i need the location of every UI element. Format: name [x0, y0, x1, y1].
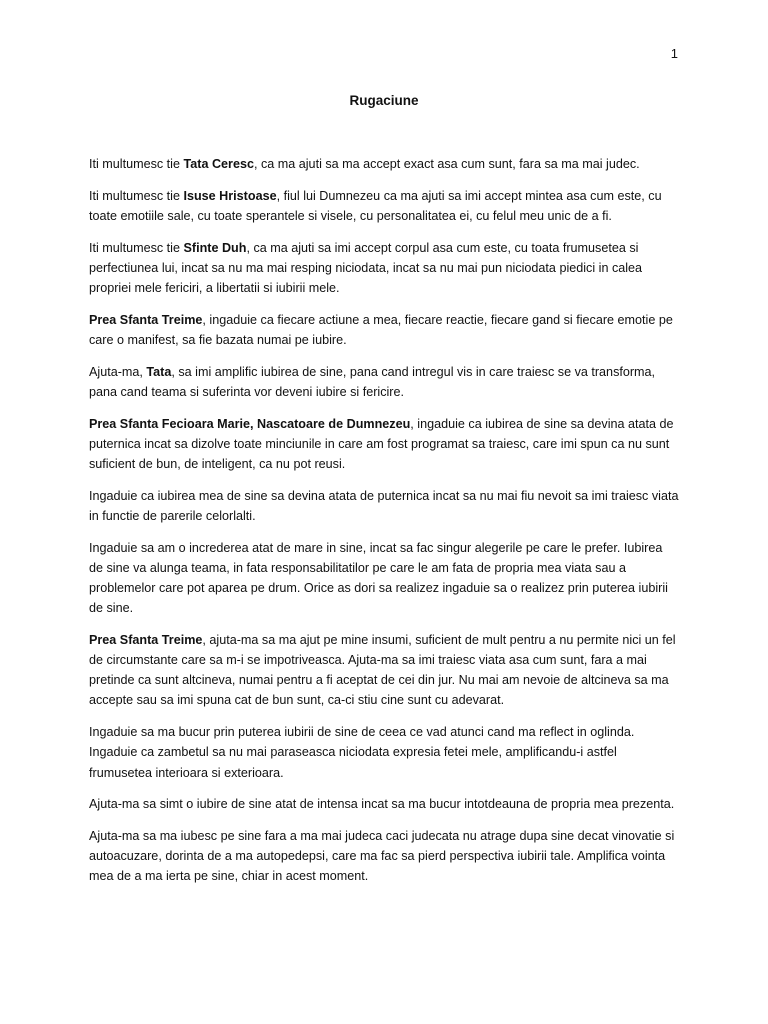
bold-text-run: Prea Sfanta Treime	[89, 312, 203, 327]
paragraph	[89, 486, 679, 526]
text-run: Ajuta-ma sa ma iubesc pe sine fara a ma mai judeca caci judecata nu atrage dupa sine decat vinovatie si autoacuzare, dorinta de a ma autopedepsi, care ma fac sa pierd perspectiva iubirii tale. Amplifica vointa mea de a ma ierta pe sine, chiar in acest moment.	[89, 828, 675, 884]
document-title: Rugaciune	[349, 93, 419, 108]
document-body	[89, 154, 679, 898]
text-run: , ca ma ajuti sa imi accept corpul asa cum este, cu toata frumusetea si perfectiunea lui, incat sa nu ma mai resping niciodata, incat sa nu mai pun niciodata piedici in calea propriei mele fericiri, a libertatii si iubirii mele.	[89, 240, 643, 296]
paragraph	[89, 794, 679, 814]
bold-text-run: Isuse Hristoase	[183, 188, 277, 203]
page-number: 1	[670, 46, 678, 61]
paragraph	[89, 186, 679, 226]
paragraph	[89, 630, 679, 711]
paragraph	[89, 362, 679, 402]
text-run: , fiul lui Dumnezeu ca ma ajuti sa imi accept mintea asa cum este, cu toate emotiile sale, cu toate sperantele si visele, cu personalitatea ei, cu felul meu unic de a fi.	[89, 188, 662, 223]
paragraph	[89, 722, 679, 783]
bold-text-run: Tata Ceresc	[183, 157, 254, 171]
bold-text-run: Sfinte Duh	[183, 240, 247, 255]
paragraph	[89, 310, 679, 350]
bold-text-run: Tata	[146, 364, 172, 379]
text-run: , ingaduie ca iubirea de sine sa devina atata de puternica incat sa dizolve toate minciunile in care am fost programat sa traiesc, care imi spun ca nu sunt suficient de bun, de inteligent, ca nu pot reusi.	[89, 416, 674, 471]
paragraph	[89, 154, 679, 174]
text-run: , ajuta-ma sa ma ajut pe mine insumi, suficient de mult pentru a nu permite nici un fel de circumstante care sa m-i se impotriveasca. Ajuta-ma sa imi traiesc viata asa cum sunt, fara a mai pretinde ca sunt altcineva, numai pentru a fi aceptat de cei din jur. Nu mai am nevoie de altcineva sa ma accepte sau sa imi spuna cat de bun sunt, ca-ci stiu cine sunt cu adevarat.	[89, 632, 676, 708]
text-run: , ingaduie ca fiecare actiune a mea, fiecare reactie, fiecare gand si fiecare emotie pe care o manifest, sa fie bazata numai pe iubire.	[89, 312, 673, 347]
text-run: Ajuta-ma sa simt o iubire de sine atat de intensa incat sa ma bucur intotdeauna de propria mea prezenta.	[89, 797, 675, 812]
paragraph	[89, 238, 679, 299]
bold-text-run: Prea Sfanta Treime	[89, 632, 203, 647]
paragraph	[89, 414, 679, 475]
text-run: Ingaduie sa ma bucur prin puterea iubirii de sine de ceea ce vad atunci cand ma reflect in oglinda. Ingaduie ca zambetul sa nu mai paraseasca niciodata expresia fetei mele, amplificandu-i astfel frumusetea interioara si exterioara.	[89, 725, 635, 780]
text-run: Ingaduie sa am o increderea atat de mare in sine, incat sa fac singur alegerile pe care le prefer. Iubirea de sine va alunga teama, in fata responsabilitatilor pe care le am fata de propria mea viata sau a problemelor care pot aparea pe drum. Orice as dori sa realizez ingaduie sa o realizez prin puterea iubirii de sine.	[89, 540, 668, 616]
text-run: Ajuta-ma,	[89, 364, 147, 379]
paragraph	[89, 826, 679, 887]
text-run: Iti multumesc tie	[89, 188, 184, 203]
text-run: Ingaduie ca iubirea mea de sine sa devina atata de puternica incat sa nu mai fiu nevoit sa imi traiesc viata in functie de parerile celorlalti.	[89, 488, 679, 523]
text-run: Iti multumesc tie	[89, 157, 184, 171]
paragraph	[89, 538, 679, 619]
text-run: , sa imi amplific iubirea de sine, pana cand intregul vis in care traiesc se va transforma, pana cand teama si suferinta vor deveni iubire si fericire.	[89, 364, 656, 399]
text-run: Iti multumesc tie	[89, 240, 184, 255]
text-run: , ca ma ajuti sa ma accept exact asa cum sunt, fara sa ma mai judec.	[253, 157, 640, 171]
bold-text-run: Prea Sfanta Fecioara Marie, Nascatoare de Dumnezeu	[89, 416, 411, 431]
